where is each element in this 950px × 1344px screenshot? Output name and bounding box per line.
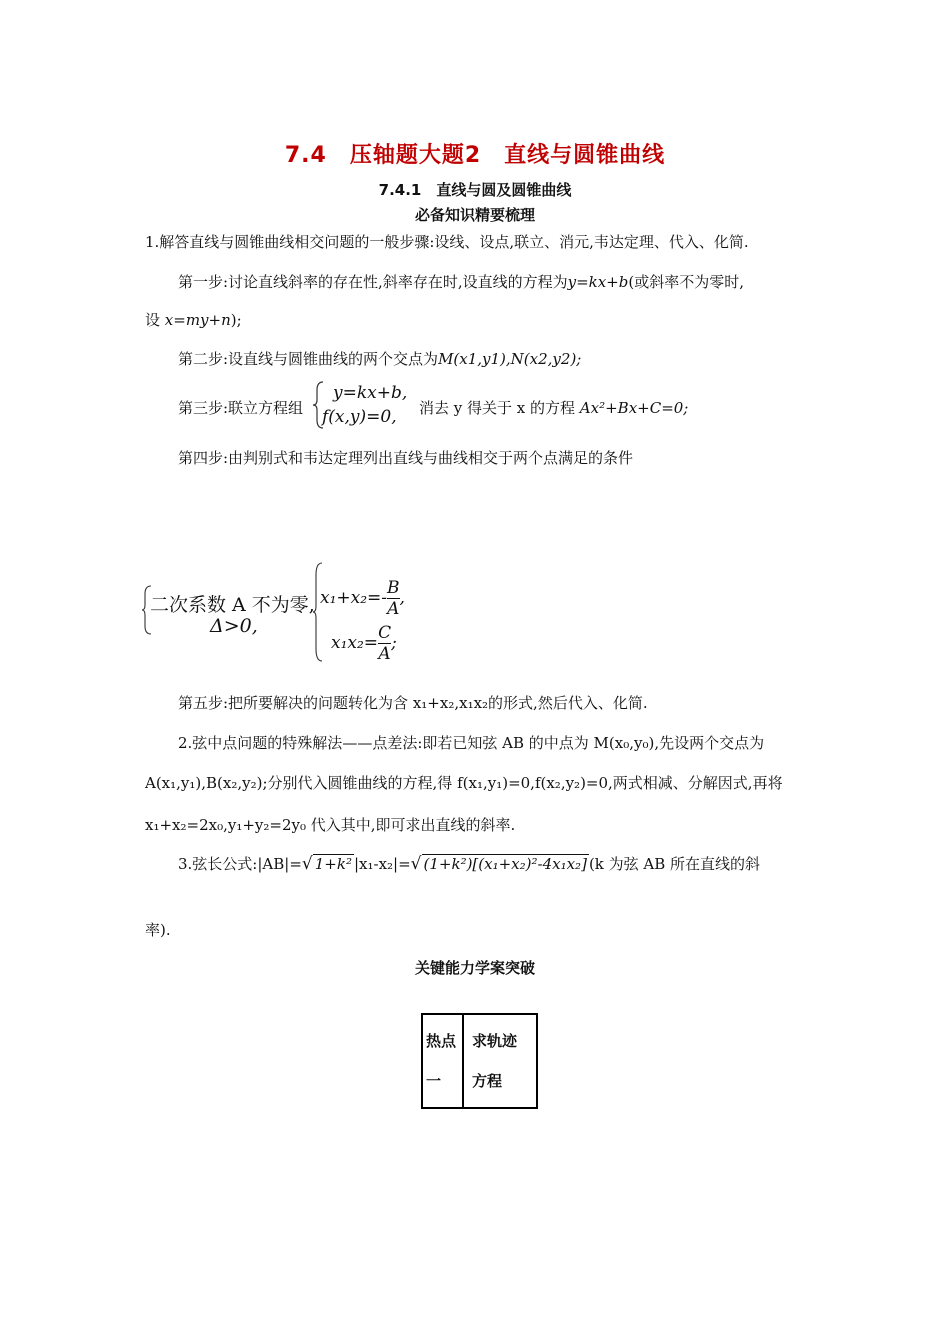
sqrt-expression: (1+k²)[(x₁+x₂)²-4x₁x₂] bbox=[423, 855, 587, 873]
condition-a: 二次系数 A 不为零, bbox=[150, 594, 315, 616]
knowledge-heading: 必备知识精要梳理 bbox=[414, 206, 535, 224]
vieta-product: x₁x₂= $\frac{C}{A}$ ; bbox=[331, 623, 397, 664]
step-2 bbox=[178, 348, 581, 369]
step-3-eq-1: y=kx+b, bbox=[333, 383, 408, 403]
step-3-tail bbox=[419, 397, 688, 418]
step-3-eq-2: f(x,y)=0, bbox=[322, 407, 397, 427]
step-1-cont bbox=[145, 309, 242, 330]
vieta-product-lhs: x₁x₂= bbox=[331, 633, 379, 653]
chord-length-note: (k 为弦 AB 所在直线的斜 bbox=[588, 855, 761, 873]
ability-heading: 关键能力学案突破 bbox=[414, 959, 535, 977]
vieta-sum-fraction bbox=[387, 578, 400, 619]
step-1-equation-2: x=my+n bbox=[164, 311, 231, 329]
step-1-equation: y=kx+b bbox=[567, 273, 629, 291]
step-4: 第四步:由判别式和韦达定理列出直线与曲线相交于两个点满足的条件 bbox=[178, 449, 634, 467]
step-1-text-c: 设 bbox=[145, 311, 161, 329]
paragraph-2-line-2: A(x₁,y₁),B(x₂,y₂);分别代入圆锥曲线的方程,得 f(x₁,y₁)=0,f(x₂,y₂)=0,两式相减、分解因式,再将 bbox=[145, 774, 783, 792]
step-1-text-d: ); bbox=[230, 311, 242, 329]
step-3-text-b: 消去 y 得关于 x 的方程 bbox=[419, 399, 576, 417]
step-1-text-b: (或斜率不为零时, bbox=[628, 273, 744, 291]
step-3-equation-3: Ax²+Bx+C=0; bbox=[579, 399, 689, 417]
hotspot-table bbox=[421, 1013, 538, 1109]
chord-length-label: 3.弦长公式:|AB|= bbox=[178, 855, 302, 873]
vieta-sum-denominator: A bbox=[387, 599, 400, 619]
vieta-product-fraction bbox=[378, 623, 391, 664]
step-1 bbox=[178, 271, 744, 292]
condition-b: Δ>0, bbox=[210, 615, 258, 637]
paragraph-2-line-1: 2.弦中点问题的特殊解法——点差法:即若已知弦 AB 的中点为 M(x₀,y₀),先设两个交点为 bbox=[178, 734, 765, 752]
step-5: 第五步:把所要解决的问题转化为含 x₁+x₂,x₁x₂的形式,然后代入、化简. bbox=[178, 694, 648, 712]
hotspot-number: 一 bbox=[426, 1072, 442, 1090]
subsection-title: 7.4.1 直线与圆及圆锥曲线 bbox=[378, 181, 572, 199]
hotspot-label: 热点 bbox=[426, 1032, 457, 1050]
paragraph-3: 3.弦长公式:|AB|=√ 1+k² |x₁-x₂|=√ (1+k²)[(x₁+x₂)²-4x₁x₂] (k 为弦 AB 所在直线的斜 bbox=[178, 854, 761, 874]
step-3-text: 第三步:联立方程组 bbox=[178, 399, 304, 417]
hotspot-topic-line-2: 方程 bbox=[472, 1072, 503, 1090]
sqrt-1-plus-k2: 1+k² bbox=[314, 855, 352, 873]
page-title: 7.4 压轴题大题2 直线与圆锥曲线 bbox=[284, 143, 666, 168]
paragraph-1: 1.解答直线与圆锥曲线相交问题的一般步骤:设线、设点,联立、消元,韦达定理、代入、化简. bbox=[145, 233, 749, 251]
step-2-text: 第二步:设直线与圆锥曲线的两个交点为 bbox=[178, 350, 439, 368]
vieta-sum-numerator: B bbox=[387, 578, 400, 598]
step-1-text: 第一步:讨论直线斜率的存在性,斜率存在时,设直线的方程为 bbox=[178, 273, 568, 291]
paragraph-3-cont: 率). bbox=[145, 921, 171, 939]
hotspot-topic-line-1: 求轨迹 bbox=[472, 1032, 518, 1050]
paragraph-2-line-3: x₁+x₂=2x₀,y₁+y₂=2y₀ 代入其中,即可求出直线的斜率. bbox=[145, 816, 516, 834]
chord-length-mid: |x₁-x₂|= bbox=[353, 855, 411, 873]
vieta-sum: x₁+x₂=- $\frac{B}{A}$ , bbox=[320, 578, 405, 619]
hotspot-label-cell bbox=[422, 1014, 463, 1108]
vieta-product-numerator: C bbox=[378, 623, 392, 643]
vieta-sum-lhs: x₁+x₂=- bbox=[320, 588, 388, 608]
hotspot-topic-cell bbox=[463, 1014, 537, 1108]
step-2-points: M(x1,y1),N(x2,y2); bbox=[438, 350, 582, 368]
vieta-product-denominator: A bbox=[378, 644, 391, 664]
